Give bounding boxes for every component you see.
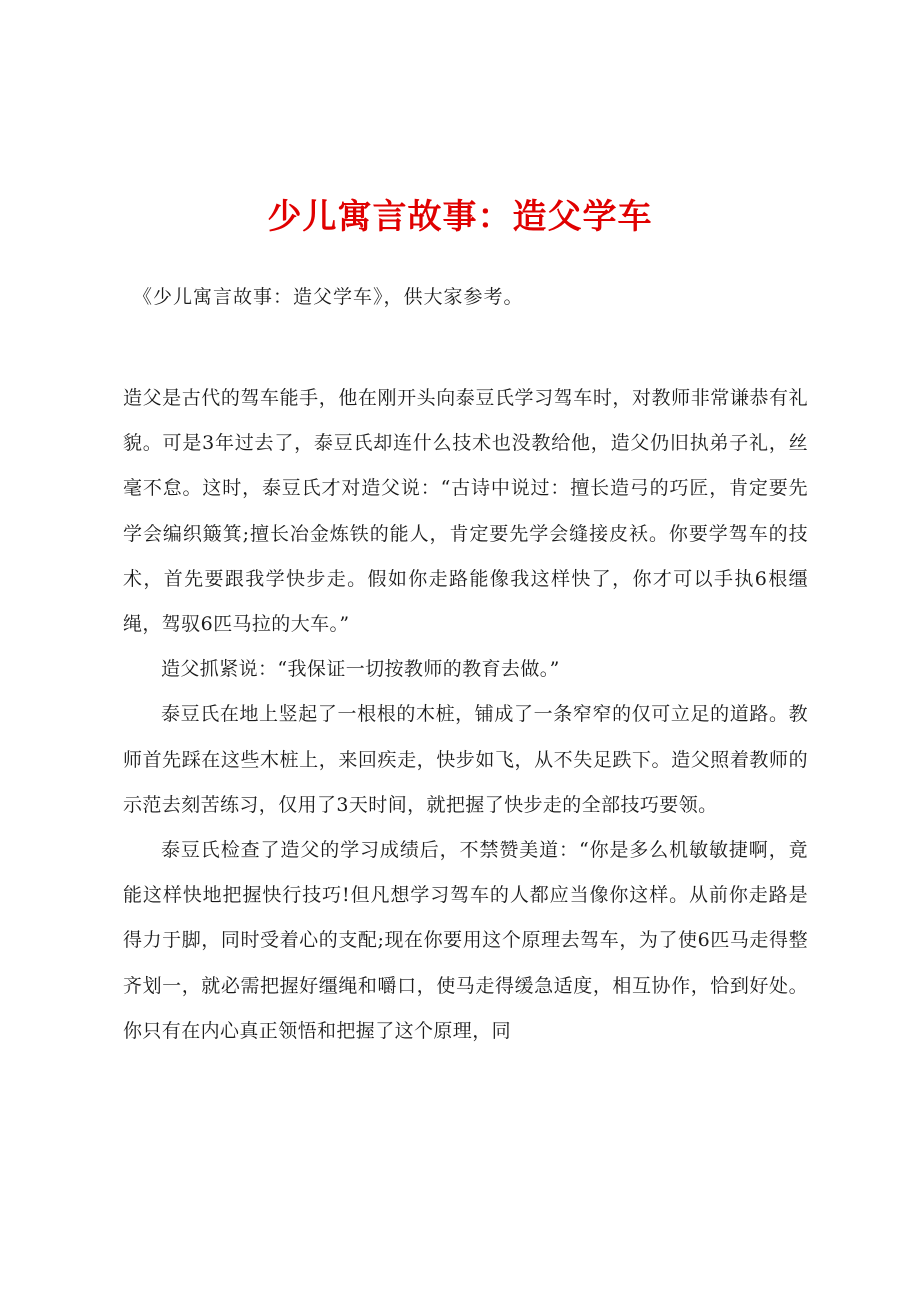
document-title: 少儿寓言故事：造父学车 xyxy=(267,197,653,237)
story-body xyxy=(123,376,808,1054)
paragraph-2: 造父抓紧说：“我保证一切按教师的教育去做。” xyxy=(161,658,560,681)
paragraph-3: 泰豆氏在地上竖起了一根根的木桩，铺成了一条窄窄的仅可立足的道路。教师首先踩在这些木桩上，来回疾走，快步如飞，从不失足跌下。造父照着教师的示范去刻苦练习，仅用了3天时间，就把握了快步走的全部技巧要领。 xyxy=(123,703,808,816)
paragraph-4: 泰豆氏检查了造父的学习成绩后，不禁赞美道：“你是多么机敏敏捷啊，竟能这样快地把握快行技巧!但凡想学习驾车的人都应当像你这样。从前你走路是得力于脚，同时受着心的支配;现在你要用这个原理去驾车，为了使6匹马走得整齐划一，就必需把握好缰绳和嚼口，使马走得缓急适度，相互协作，恰到好处。你只有在内心真正领悟和把握了这个原理，同 xyxy=(123,839,808,1042)
paragraph-1: 造父是古代的驾车能手，他在刚开头向泰豆氏学习驾车时，对教师非常谦恭有礼貌。可是3年过去了，泰豆氏却连什么技术也没教给他，造父仍旧执弟子礼，丝毫不怠。这时，泰豆氏才对造父说：“古诗中说过：擅长造弓的巧匠，肯定要先学会编织簸箕;擅长冶金炼铁的能人，肯定要先学会缝接皮袄。你要学驾车的技术，首先要跟我学快步走。假如你走路能像我这样快了，你才可以手执6根缰绳，驾驭6匹马拉的大车。” xyxy=(123,387,808,636)
intro-line: 《少儿寓言故事：造父学车》，供大家参考。 xyxy=(133,286,524,308)
